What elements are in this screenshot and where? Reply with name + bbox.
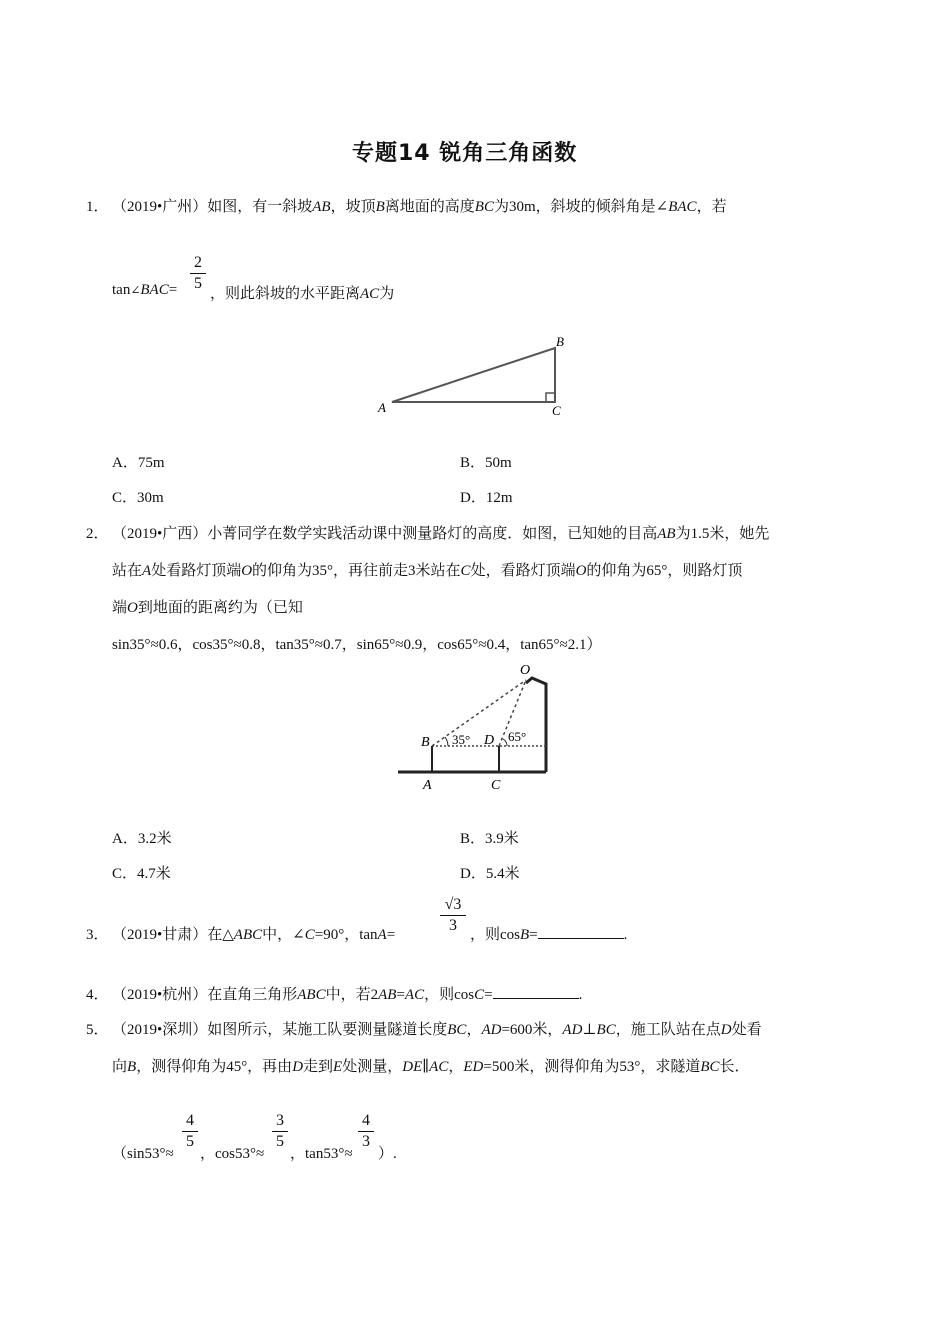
q5-sin-label: （sin53°≈ [112,1146,174,1162]
q3-fraction: √3 3 [440,896,466,935]
right-angle-mark [546,393,555,402]
label-angle-65: 65° [508,729,527,744]
angle-arc-35 [445,737,448,746]
q1-line-2-right: ，则此斜坡的水平距离AC为 [210,286,395,302]
q5-tan-label: ，tan53°≈ [290,1146,353,1162]
q5-number: 5． [86,1022,109,1038]
q2-line-1: （2019•广西）小菁同学在数学实践活动课中测量路灯的高度．如图，已知她的目高AB为1.5米，她先 [112,526,770,542]
angle-arc-65 [503,739,507,746]
q1-option-c: C．30m [112,490,164,506]
q1-line-1: （2019•广州）如图，有一斜坡AB，坡顶B离地面的高度BC为30m，斜坡的倾斜角是∠BAC，若 [112,199,727,215]
label-angle-35: 35° [452,732,471,747]
q4-number: 4． [86,987,109,1003]
q5-line-1: （2019•深圳）如图所示，某施工队要测量隧道长度BC，AD=600米，AD⊥BC，施工队站在点D处看 [112,1022,762,1038]
q3-number: 3． [86,927,109,943]
label-b: B [556,334,564,349]
q5-tan-fraction: 4 3 [358,1112,374,1151]
lamp-post [526,678,546,772]
label-o: O [520,663,531,678]
label-b: B [421,735,430,750]
q1-option-d: D．12m [460,490,513,506]
label-d: D [484,733,495,748]
label-c: C [491,778,501,793]
q2-number: 2． [86,526,109,542]
q3-text-right: ，则cosB= . [470,923,627,944]
slope-triangle [392,348,555,402]
q1-fraction: 2 5 [190,254,206,293]
label-a: A [378,400,386,415]
q1-line-2-left: tan∠BAC= [112,282,178,298]
q2-option-d: D．5.4米 [460,866,520,882]
label-c: C [552,403,561,418]
q1-option-b: B．50m [460,455,512,471]
q1-option-a: A．75m [112,455,165,471]
label-a: A [423,778,432,793]
q2-option-c: C．4.7米 [112,866,171,882]
q2-line-4: sin35°≈0.6，cos35°≈0.8，tan35°≈0.7，sin65°≈0.9，cos65°≈0.4，tan65°≈2.1） [112,637,602,653]
q3-text-left: （2019•甘肃）在△ABC中，∠C=90°，tanA= [112,927,396,943]
q2-line-3: 端O到地面的距离约为（已知 [112,600,303,616]
q4-answer-blank[interactable] [493,984,579,999]
q3-answer-blank[interactable] [538,924,624,939]
q2-line-2: 站在A处看路灯顶端O的仰角为35°，再往前走3米站在C处，看路灯顶端O的仰角为65°，则路灯顶 [112,563,743,579]
page-title: 专题14 锐角三角函数 [352,141,578,166]
q2-option-a: A．3.2米 [112,831,172,847]
q1-slope-figure [370,330,580,422]
q5-close: ）. [378,1146,397,1162]
q2-streetlamp-figure [396,658,556,798]
q2-option-b: B．3.9米 [460,831,519,847]
q4-text: （2019•杭州）在直角三角形ABC中，若2AB=AC，则cosC= . [112,983,582,1004]
q5-sin-fraction: 4 5 [182,1112,198,1151]
q5-cos-label: ，cos53°≈ [200,1146,265,1162]
q5-cos-fraction: 3 5 [272,1112,288,1151]
q1-number: 1． [86,199,109,215]
q5-line-2: 向B，测得仰角为45°，再由D走到E处测量，DE∥AC，ED=500米，测得仰角为53°，求隧道BC长． [112,1059,750,1075]
